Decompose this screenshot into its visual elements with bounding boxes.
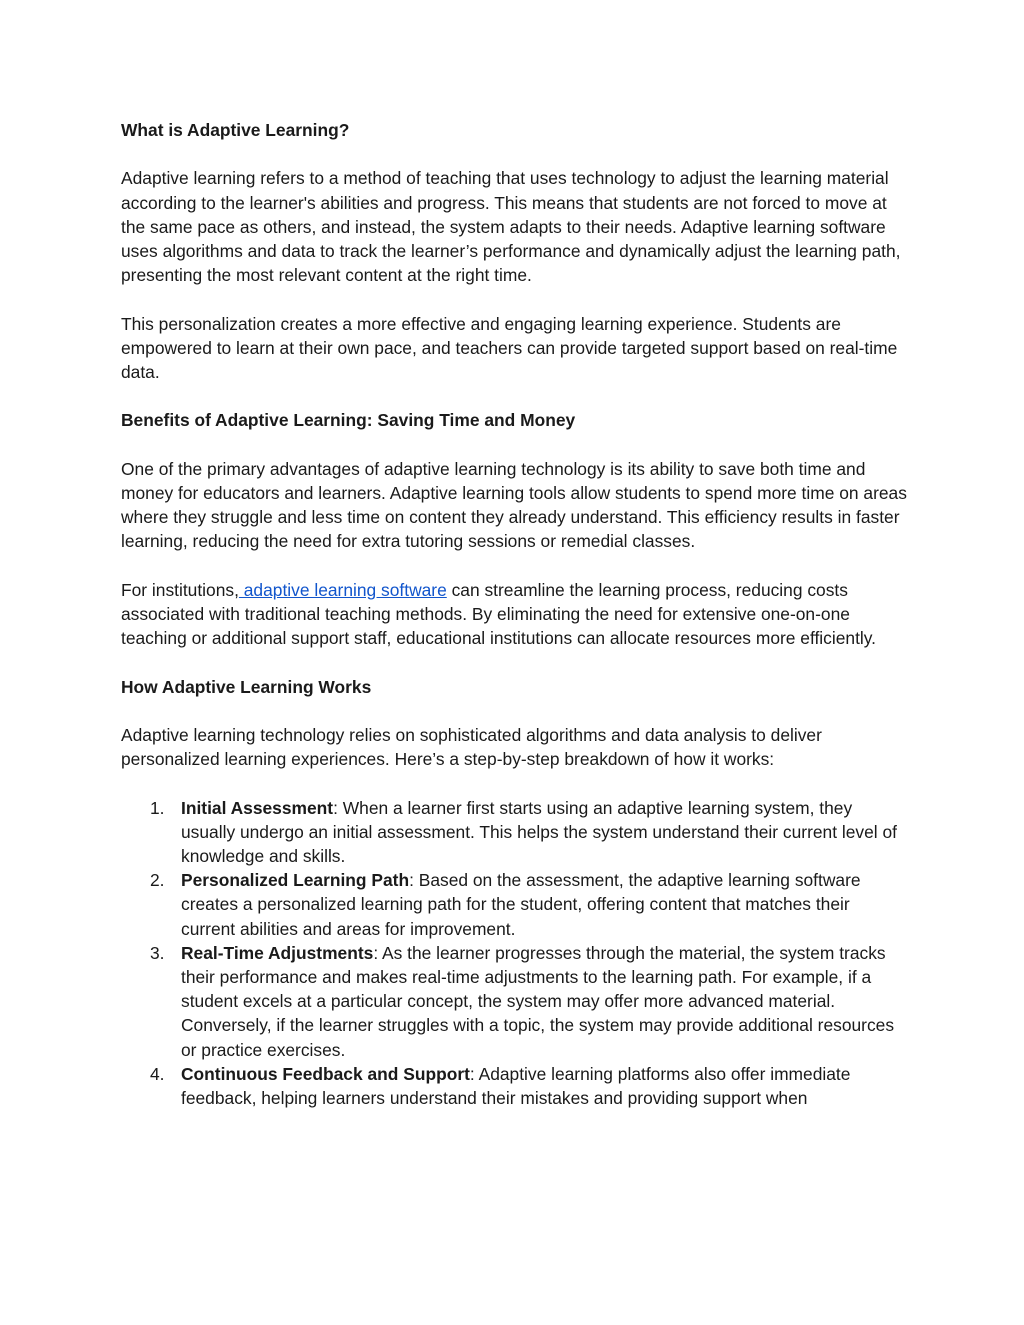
institutions-text-before: For institutions,: [121, 579, 239, 600]
list-number: 2.: [150, 870, 165, 891]
list-term: Continuous Feedback and Support: [181, 1063, 470, 1084]
heading-how-it-works: How Adaptive Learning Works: [121, 676, 372, 697]
list-text: : Adaptive learning platforms also offer immediate feedback, helping learners understand their mistakes and providing support when: [181, 1063, 851, 1108]
list-item: [121, 1062, 907, 1110]
list-text: : When a learner first starts using an adaptive learning system, they usually undergo an initial assessment. This helps the system understand their current level of knowledge and skills.: [181, 797, 897, 866]
heading-what-is-adaptive-learning: What is Adaptive Learning?: [121, 120, 350, 140]
document-page: [121, 118, 907, 1110]
list-term: Real-Time Adjustments: [181, 942, 374, 963]
steps-list: [121, 796, 907, 1111]
paragraph-how-intro: Adaptive learning technology relies on sophisticated algorithms and data analysis to deliver personalized learning experiences. Here’s a step-by-step breakdown of how it works:: [121, 724, 822, 770]
list-item: [121, 868, 907, 941]
list-number: 1.: [150, 797, 165, 818]
list-term: Personalized Learning Path: [181, 870, 410, 891]
list-text: : Based on the assessment, the adaptive learning software creates a personalized learning path for the student, offering content that matches their current abilities and areas for improvement.: [181, 870, 861, 939]
paragraph-benefits-institutions: [121, 578, 907, 651]
adaptive-learning-software-link[interactable]: adaptive learning software: [238, 579, 447, 600]
heading-benefits: Benefits of Adaptive Learning: Saving Time and Money: [121, 410, 576, 431]
list-number: 3.: [150, 942, 165, 963]
paragraph-definition: Adaptive learning refers to a method of teaching that uses technology to adjust the learning material according to the learner's abilities and progress. This means that students are not forced to move at the same pace as others, and instead, the system adapts to their needs. Adaptive learning software uses algorithms and data to track the learner’s performance and dynamically adjust the learning path, presenting the most relevant content at the right time.: [121, 168, 901, 286]
paragraph-personalization: This personalization creates a more effective and engaging learning experience. Students are empowered to learn at their own pace, and teachers can provide targeted support based on real-time data.: [121, 313, 898, 382]
institutions-text-after: can streamline the learning process, reducing costs associated with traditional teaching methods. By eliminating the need for extensive one-on-one teaching or additional support staff, educational institutions can allocate resources more efficiently.: [121, 579, 876, 649]
list-text: : As the learner progresses through the material, the system tracks their performance and makes real-time adjustments to the learning path. For example, if a student excels at a particular concept, the system may offer more advanced material. Conversely, if the learner struggles with a topic, the system may provide additional resources or practice exercises.: [181, 942, 895, 1060]
list-term: Initial Assessment: [181, 797, 334, 818]
list-item: [121, 941, 907, 1062]
list-item: [121, 796, 907, 869]
list-number: 4.: [150, 1063, 165, 1084]
paragraph-benefits-primary: One of the primary advantages of adaptive learning technology is its ability to save both time and money for educators and learners. Adaptive learning tools allow students to spend more time on areas where they struggle and less time on content they already understand. This efficiency results in faster learning, reducing the need for extra tutoring sessions or remedial classes.: [121, 458, 907, 552]
